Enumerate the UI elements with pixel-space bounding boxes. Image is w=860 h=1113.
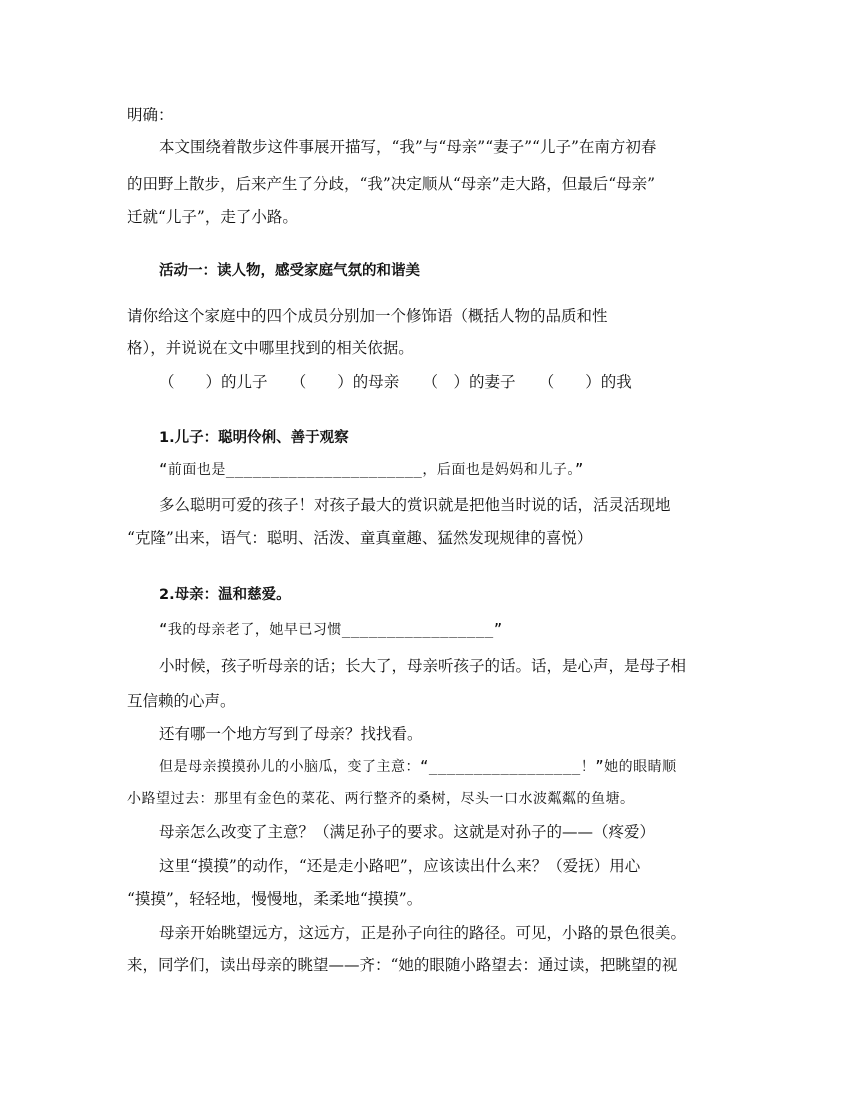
text-line: 母亲开始眺望远方，这远方，正是孙子向往的路径。可见，小路的景色很美。 bbox=[159, 924, 687, 942]
text-line: 还有哪一个地方写到了母亲？找找看。 bbox=[159, 725, 423, 743]
text-line: 小路望过去：那里有金色的菜花、两行整齐的桑树，尽头一口水波粼粼的鱼塘。 bbox=[127, 791, 635, 807]
text-line: 这里“摸摸”的动作，“还是走小路吧”，应该读出什么来？（爱抚）用心 bbox=[159, 857, 641, 875]
text-line: 请你给这个家庭中的四个成员分别加一个修饰语（概括人物的品质和性 bbox=[127, 307, 608, 325]
text-line: 本文围绕着散步这件事展开描写，“我”与“母亲”“妻子”“儿子”在南方初春 bbox=[159, 138, 657, 156]
text-line: （ ）的儿子 （ ）的母亲 （ ）的妻子 （ ）的我 bbox=[159, 373, 632, 391]
text-line: 小时候，孩子听母亲的话；长大了，母亲听孩子的话。话，是心声，是母子相 bbox=[159, 657, 687, 675]
text-line: 的田野上散步，后来产生了分歧，“我”决定顺从“母亲”走大路，但最后“母亲” bbox=[127, 175, 656, 193]
text-line: 但是母亲摸摸孙儿的小脑瓜，变了主意：“_________________！”她的眼睛顺 bbox=[159, 759, 677, 775]
text-line: 迁就“儿子”，走了小路。 bbox=[127, 208, 298, 226]
section-heading: 1.儿子：聪明伶俐、善于观察 bbox=[159, 430, 349, 446]
text-line: 明确： bbox=[127, 106, 174, 124]
text-line: “克隆”出来，语气：聪明、活泼、童真童趣、猛然发现规律的喜悦） bbox=[127, 529, 593, 547]
text-line: 来，同学们，读出母亲的眺望——齐：“她的眼随小路望去：通过读，把眺望的视 bbox=[127, 956, 678, 974]
text-line: “前面也是______________________，后面也是妈妈和儿子。” bbox=[159, 462, 584, 478]
section-heading: 活动一：读人物，感受家庭气氛的和谐美 bbox=[159, 263, 420, 279]
text-line: 多么聪明可爱的孩子！对孩子最大的赏识就是把他当时说的话，活灵活现地 bbox=[159, 496, 671, 514]
text-line: 互信赖的心声。 bbox=[127, 692, 236, 710]
text-line: “我的母亲老了，她早已习惯_________________” bbox=[159, 622, 503, 638]
text-line: “摸摸”，轻轻地，慢慢地，柔柔地“摸摸”。 bbox=[127, 890, 423, 908]
text-line: 格），并说说在文中哪里找到的相关依据。 bbox=[127, 339, 414, 357]
section-heading: 2.母亲：温和慈爱。 bbox=[159, 587, 291, 603]
text-line: 母亲怎么改变了主意？（满足孙子的要求。这就是对孙子的——（疼爱） bbox=[159, 823, 656, 841]
